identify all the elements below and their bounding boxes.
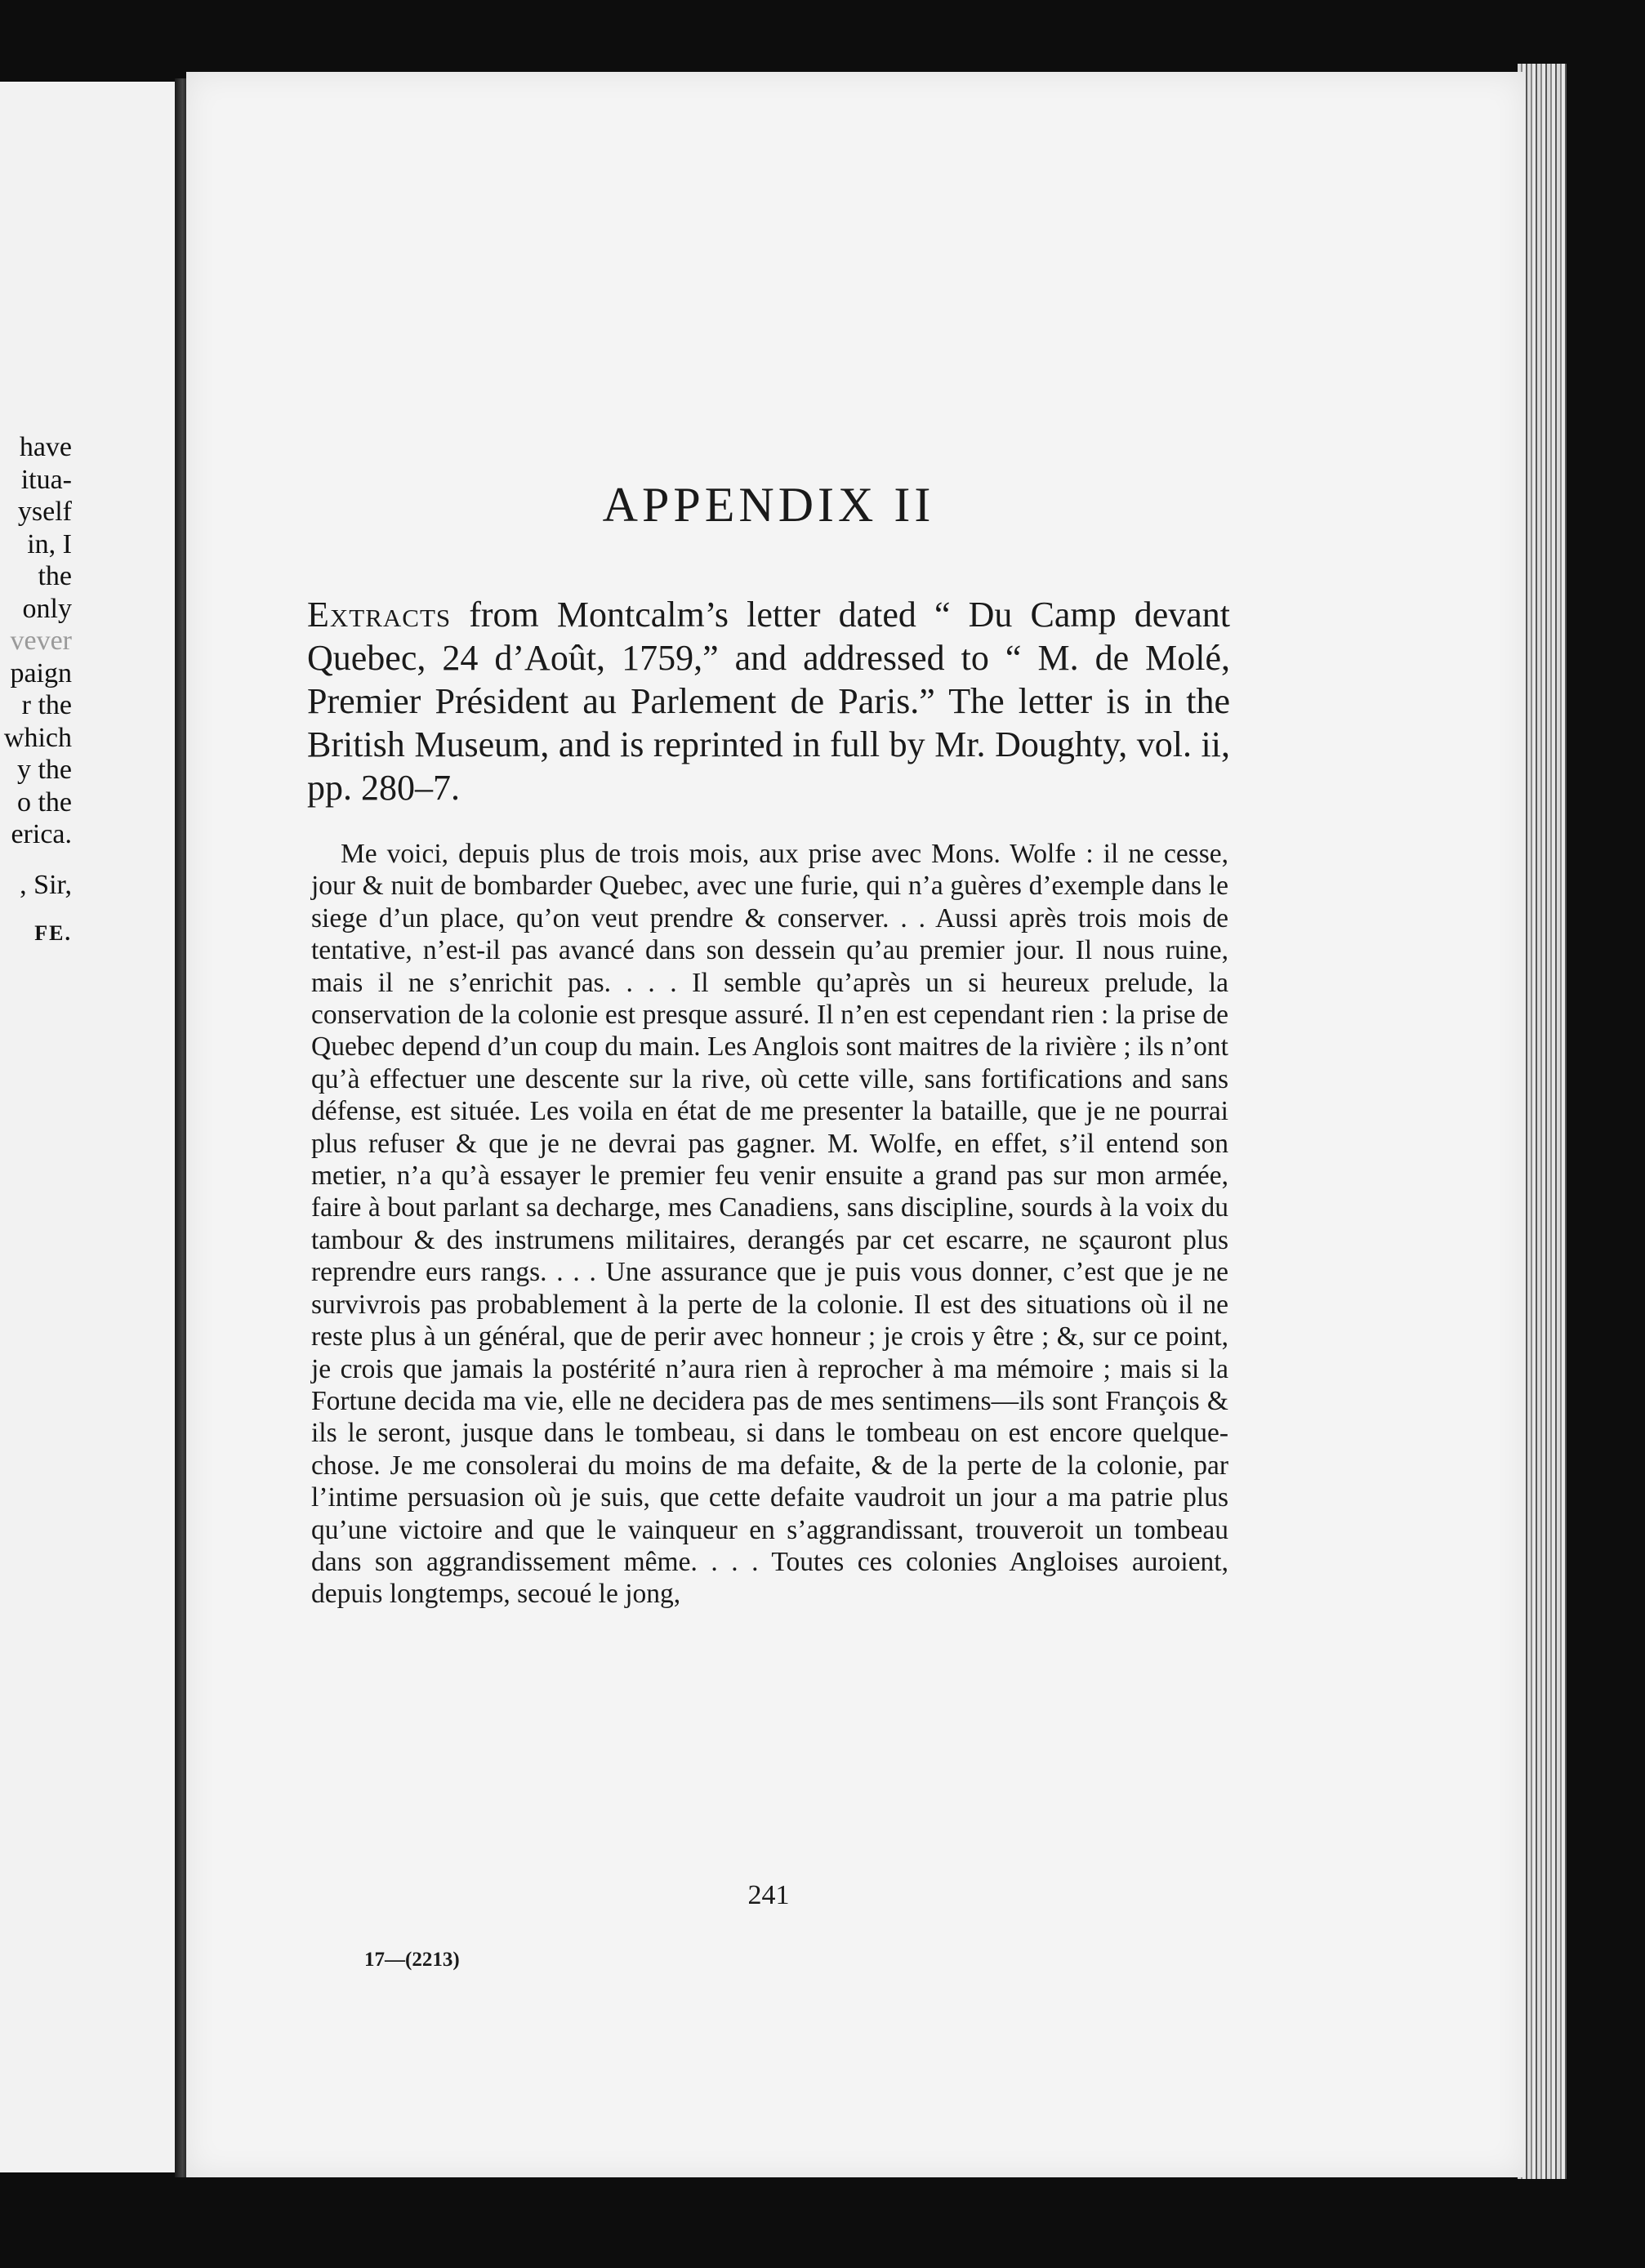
previous-page-line: r the	[21, 690, 72, 720]
appendix-title: APPENDIX II	[602, 478, 935, 532]
intro-text: from Montcalm’s letter dated “ Du Camp devant Quebec, 24 d’Août, 1759,” and addressed to “ M. de Molé, Premier Président au Parlement de Paris.” The letter is in the British Museum, and is reprinted in full by Mr. Doughty, vol. ii, pp. 280–7.	[307, 595, 1230, 808]
previous-page-line: itua-	[20, 464, 72, 495]
book-page	[186, 72, 1526, 2177]
previous-page-line: which	[3, 722, 72, 753]
printer-signature-mark: 17—(2213)	[364, 1949, 460, 1971]
previous-page-line: , Sir,	[20, 869, 72, 900]
previous-page-line: only	[22, 593, 72, 624]
previous-page-line: in, I	[27, 528, 72, 559]
previous-page-line: o the	[16, 786, 72, 818]
previous-page-line: the	[38, 561, 72, 591]
previous-page-line: have	[19, 432, 72, 462]
previous-page-signature: FE.	[34, 921, 72, 945]
letter-paragraph: Me voici, depuis plus de trois mois, aux prise avec Mons. Wolfe : il ne cesse, jour & nuit de bombarder Quebec, avec une furie, qui n’a guères d’exemple dans le siege d’un place, qu’on veut prendre & conserver. . . Aussi après trois mois de tentative, n’est-il pas avancé dans son dessein qu’au premier jour. Il nous ruine, mais il ne s’enrichit pas. . . . Il semble qu’après un si heureux prelude, la conservation de la colonie est presque assuré. Il n’en est cependant rien : la prise de Quebec depend d’un coup du main. Les Anglois sont maitres de la rivière ; ils n’ont qu’à effectuer une descente sur la rive, où cette ville, sans fortifications and sans défense, est située. Les voila en état de me presenter la bataille, que je ne pourrai plus refuser & que je ne devrai pas gagner. M. Wolfe, en effet, s’il entend son metier, n’a qu’à essayer le premier feu venir ensuite a grand pas sur mon armée, faire à bout parlant sa decharge, mes Canadiens, sans discipline, sourds à la voix du tambour & des instrumens militaires, derangés par cet escarre, ne sçauront plus reprendre eurs rangs. . . . Une assurance que je puis vous donner, c’est que je ne survivrois pas probablement à la perte de la colonie. Il est des situations où il ne reste plus à un général, que de perir avec honneur ; je crois y être ; &, sur ce point, je crois que jamais la postérité n’aura rien à reprocher à ma mémoire ; mais si la Fortune decida ma vie, elle ne decidera pas de mes sentimens—ils sont François & ils le seront, jusque dans le tombeau, si dans le tombeau on est encore quelque-chose. Je me consolerai du moins de ma defaite, & de la perte de la colonie, par l’intime persuasion où je suis, que cette defaite vaudroit un jour a ma patrie plus qu’une victoire and que le vainqueur en s’aggrandissant, trouveroit un tombeau dans son aggrandissement même. . . . Toutes ces colonies Angloises auroient, depuis longtemps, secoué le jong,	[311, 839, 1228, 1610]
previous-page	[0, 82, 201, 2172]
letter-extract	[311, 838, 1228, 1611]
previous-page-line: y the	[16, 755, 72, 785]
previous-page-text	[4, 431, 72, 950]
previous-page-line: vever	[10, 626, 72, 656]
appendix-intro	[307, 593, 1230, 809]
intro-lead-word: Extracts	[307, 595, 452, 635]
previous-page-line: paign	[10, 657, 72, 688]
previous-page-line: erica.	[11, 819, 72, 849]
page-number: 241	[747, 1880, 790, 1910]
previous-page-line: yself	[17, 497, 72, 527]
